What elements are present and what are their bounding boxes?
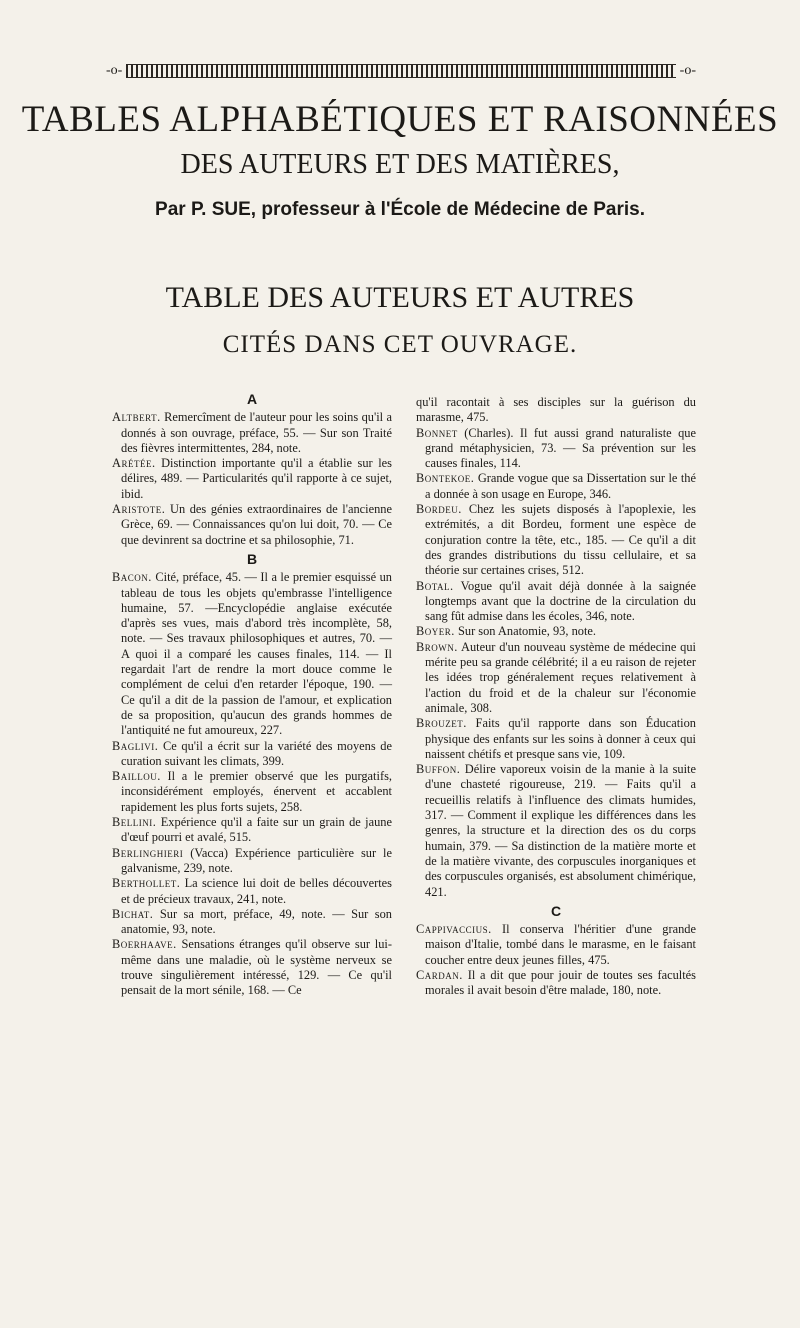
entry-name: Brown. [416,639,458,654]
entry-text: Expérience qu'il a faite sur un grain de jaune d'œuf pourri et avalé, 515. [121,815,392,845]
entry-name: Berthollet. [112,876,181,891]
continued-entry [416,395,696,426]
entry-text: Chez les sujets disposés à l'apoplexie, les extrémités, a dit Bordeu, forment une espèce de conjuration contre la tête, etc., 185. — Ce qu'il a dit des grandes distributions du tissu cellulaire, et sa théorie sur certaines crises, 512. [425,502,696,578]
entry-name: Baglivi. [112,738,159,753]
index-entry [112,876,392,907]
entry-name: Boerhaave. [112,937,177,952]
entry-name: Bontekoe. [416,471,475,486]
index-entry [416,502,696,578]
section-subtitle: CITÉS DANS CET OUVRAGE. [222,331,578,358]
ornament-left-cap: -o- [106,63,123,78]
entries-a [112,410,392,548]
entry-text: Sensations étranges qu'il observe sur lui-même dans une maladie, où le système nerveux se trouve singulièrement intéressé, 129. — Ce qu'il pensait de la mort sénile, 168. — Ce [121,937,392,998]
entries-b-continued [416,426,696,900]
index-entry [112,570,392,738]
index-entry [112,815,392,846]
letter-heading-c: C [550,902,562,919]
entry-text: Auteur d'un nouveau système de médecine qui mérite peu sa grande célébrité; il a eu raison de rejeter les idées trop généralement reçues relativement à l'action du froid et de la chaleur sur l'économie animale, 308. [425,639,697,715]
letter-heading-a: A [246,391,258,407]
entry-name: Botal. [416,578,454,593]
index-entry [416,426,696,472]
entry-name: Cardan. [416,967,463,982]
entry-name: Bonnet [416,425,458,440]
entry-name: Altbert. [112,410,161,425]
entry-text: Cité, préface, 45. — Il a le premier esquissé un tableau de tous les objets qu'embrasse l'intelligence humaine, 57. —Encyclopédie anglaise exécutée d'après ses vues, mais d'abord très incomplète, 58, note. — Ses travaux philosophiques et autres, 70. — A quoi il a comparé les causes finales, 114. — Il regardait l'art de rendre la mort douce comme le complément de celui d'en retarder l'époque, 190. — Ce qu'il a dit de la passion de l'amour, et explication de sa proposition, qu'aucun des grands hommes de l'antiquité ne fut amoureux, 227. [121,570,392,738]
entry-text: Sur sa mort, préface, 49, note. — Sur son anatomie, 93, note. [121,906,392,937]
index-entry [416,471,696,502]
entry-name: Berlinghieri [112,845,184,860]
index-entry [416,579,696,625]
left-column [112,388,392,999]
entry-text: Vogue qu'il avait déjà donnée à la saignée longtemps avant que la doctrine de la circulation du sang fût admise dans les écoles, 346, note. [425,578,696,624]
entry-name: Aristote. [112,502,166,517]
index-entry [112,907,392,938]
entry-text: Grande vogue que sa Dissertation sur le thé a donnée à son usage en Europe, 346. [425,471,696,501]
index-entry [416,716,696,762]
entry-name: Boyer. [416,624,455,639]
author-byline: Par P. SUE, professeur à l'École de Médecine de Paris. [155,199,645,220]
entry-name: Bichat. [112,906,154,921]
entry-text: Distinction importante qu'il a établie sur les délires, 489. — Particularités qu'il rapporte à ce sujet, ibid. [121,456,392,501]
index-entry [416,640,696,716]
entry-text: Il a dit que pour jouir de toutes ses facultés morales il avait besoin d'être malade, 180, note. [425,967,696,998]
index-entry [112,937,392,998]
entry-name: Bordeu. [416,502,462,517]
entry-name: Arétée. [112,456,156,471]
index-entry [416,624,696,639]
continued-text: qu'il racontait à ses disciples sur la guérison du marasme, 475. [416,395,696,425]
index-entry [416,922,696,968]
entry-text: (Charles). Il fut aussi grand naturaliste que grand métaphysicien, 73. — Sa prévention sur les causes finales, 114. [425,425,696,471]
entry-name: Cappivaccius. [416,922,492,937]
index-entry [112,846,392,877]
index-entry [416,762,696,900]
entry-name: Bellini. [112,815,157,830]
entry-text: Délire vaporeux voisin de la manie à la suite d'une chasteté rigoureuse, 219. — Faits qu'il a recueillis relatifs à l'influence des climats humides, 317. — Comment il explique les différences dans les genres, la structure et la direction des os du corps humain, 379. — Sa distinction de la matière morte et de la matière vivante, des corpuscules inorganiques et des corpuscules organisés, est absolument chimérique, 421. [425,762,696,899]
entry-text: Il a le premier observé que les purgatifs, inconsidérément employés, énervent et accablent rapidement les plus forts sujets, 258. [121,769,392,814]
letter-heading-b: B [246,550,258,567]
index-entry [112,410,392,456]
entry-text: Ce qu'il a écrit sur la variété des moyens de curation suivant les climats, 399. [121,738,392,768]
right-column [416,395,696,999]
entry-text: Il conserva l'héritier d'une grande maison d'Italie, tombé dans le marasme, en le faisant coucher entre deux jeunes filles, 475. [425,922,696,967]
index-entry [112,502,392,548]
index-entry [416,968,696,999]
entry-text: Sur son Anatomie, 93, note. [457,624,596,639]
entry-text: Faits qu'il rapporte dans son Éducation physique des enfants sur les soins à donner à ceux qui naissent chétifs et presque sans vie, 109. [425,716,696,761]
entry-name: Baillou. [112,769,161,784]
entries-b [112,570,392,998]
header-ornament [106,62,696,80]
entry-text: (Vacca) Expérience particulière sur le galvanisme, 239, note. [121,845,392,875]
entry-name: Brouzet. [416,716,467,731]
index-entry [112,739,392,770]
ornament-right-cap: -o- [679,63,696,78]
entry-name: Buffon. [416,762,461,777]
entry-text: La science lui doit de belles découvertes et de précieux travaux, 241, note. [121,876,392,906]
ornament-band [126,64,675,78]
page-subtitle: DES AUTEURS ET DES MATIÈRES, [180,149,620,180]
entry-text: Un des génies extraordinaires de l'ancienne Grèce, 69. — Connaissances qu'on lui doit, 70. — Ce que devinrent sa doctrine et sa philosophie, 71. [121,502,392,547]
index-entry [112,456,392,502]
entry-text: Remercîment de l'auteur pour les soins qu'il a donnés à son ouvrage, préface, 55. — Sur son Traité des fièvres intermittentes, 284, note. [121,410,393,455]
section-title: TABLE DES AUTEURS ET AUTRES [165,281,635,314]
entry-name: Bacon. [112,570,152,585]
entries-c [416,922,696,998]
page-title: TABLES ALPHABÉTIQUES ET RAISONNÉES [21,99,779,140]
index-entry [112,769,392,815]
